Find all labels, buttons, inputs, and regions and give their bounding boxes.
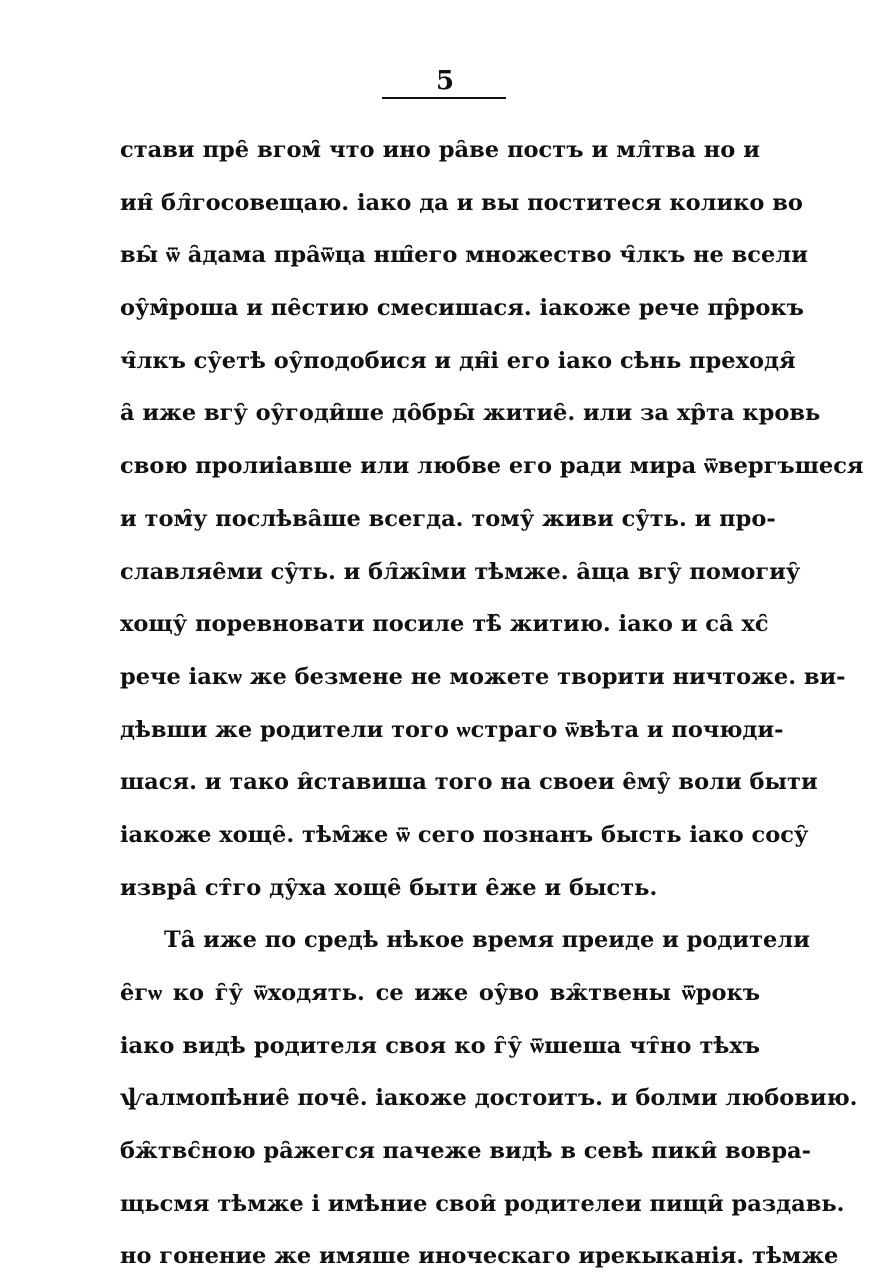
text-line: хощу̑ поревновати посиле тѣ̑ житию. іако и са̑ хс̑ [120, 611, 769, 638]
text-line: Та̑ иже по средѣ нѣкое время преиде и родители [164, 927, 810, 954]
text-line: ч̑лкъ су̑етѣ оу̑подобися и дн̑і его іако сѣнь преходя̑ [120, 347, 796, 374]
text-line: рече іакѡ же безмене не можете творити ничтоже. ви- [120, 663, 846, 690]
text-line: но гонение же имяше иноческаго ирекыканія. тѣмже [120, 1243, 839, 1270]
text-line: іако видѣ родителя своя ко г̑у̑ ѿшеша чт̑но тѣхъ [120, 1032, 760, 1059]
text-line: а̑ иже вгу̑ оу̑годи̑ше до̑бры̑ житие̑. или за хр̑та кровь [120, 400, 821, 427]
text-line: и том̑у послѣва̑ше всегда. тому̑ живи су̑ть. и про- [120, 505, 776, 532]
text-line: славляе̑ми су̑ть. и бл̑жі̑ми тѣмже. а̑ща вгу̑ помогиу̑ [120, 558, 801, 585]
text-line: іакоже хоще̑. тѣм̑же ѿ сего познанъ бысть іако сосу̑ [120, 821, 809, 848]
page-number-rule [382, 97, 506, 99]
text-line: дѣвши же родители того ѡстраго ѿвѣта и почюди- [120, 716, 784, 743]
text-line: ин̑ бл̑госовещаю. іако да и вы поститеся колико во [120, 189, 803, 216]
text-line: свою пролиіавше или любве его ради мира ѿвергъшеся [120, 453, 864, 480]
text-line: вы̑ ѿ а̑дама пра̑ѿца нш̑его множество ч̑лкъ не всели [120, 242, 808, 269]
text-line: бж̑твс̑ною ра̑жегся пачеже видѣ в севѣ пики̑ вовра- [120, 1138, 811, 1165]
text-line: извра̑ ст̑го ду̑ха хоще̑ быти е̑же и бысть. [120, 874, 658, 901]
text-line: е̑гѡ ко г̑у̑ ѿходять. се иже оу̑во вж̑твены ѿрокъ [120, 980, 760, 1006]
text-line: стави пре̑ вгом̑ что ино ра̑ве постъ и мл̑тва но и [120, 137, 760, 163]
text-line: оу̑м̑роша и пе̑стию смесишася. іакоже рече пр̑рокъ [120, 295, 804, 322]
text-line: шася. и тако и̑ставиша того на своеи е̑му̑ воли быти [120, 769, 818, 796]
text-line: ѱалмопѣние̑ поче̑. іакоже достоитъ. и болми любовию. [120, 1085, 858, 1112]
page-number: 5 [435, 66, 455, 96]
body-text [120, 124, 864, 1283]
text-line: щьсмя тѣмже і имѣние свои̑ родителеи пищи̑ раздавь. [120, 1190, 845, 1217]
